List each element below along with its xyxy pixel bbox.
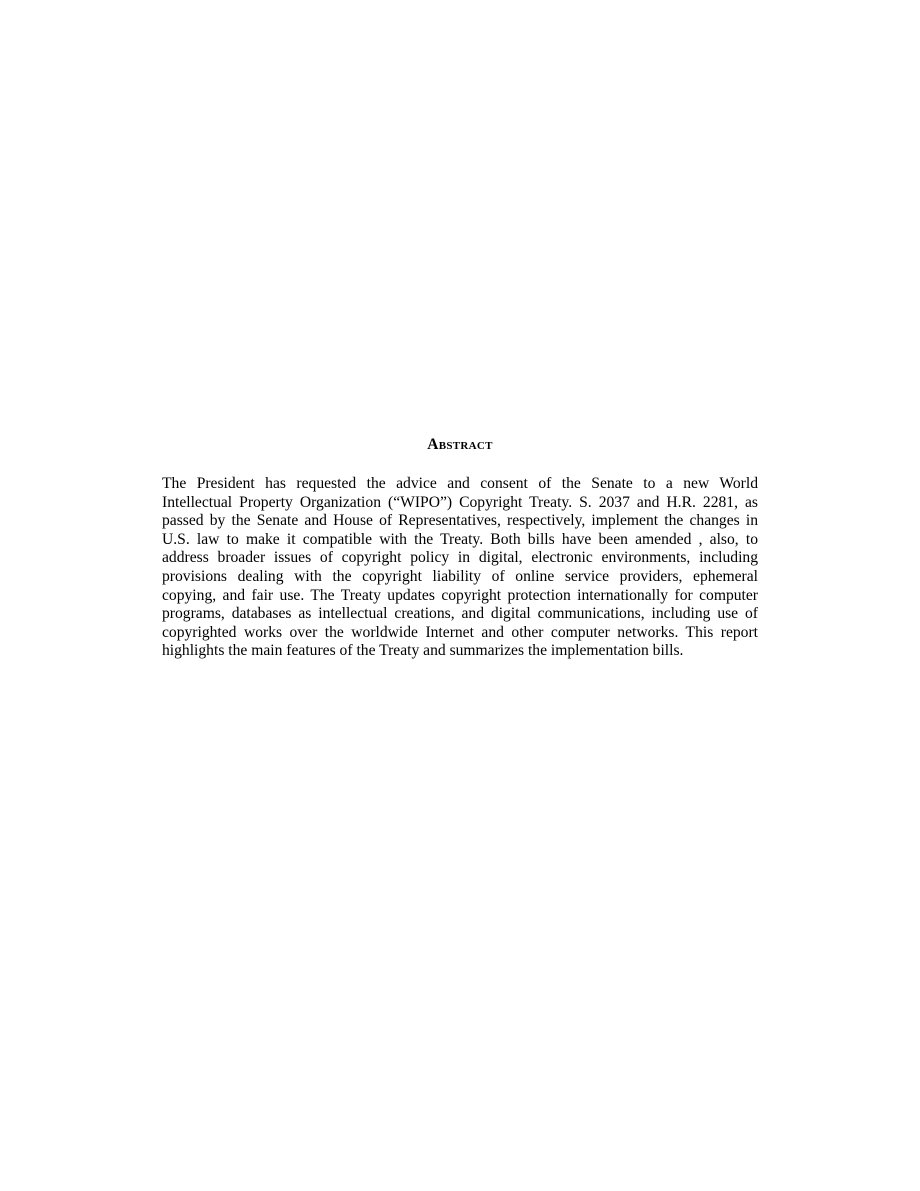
abstract-line: passed by the Senate and House of Representatives, respectively, implement the changes in	[162, 512, 758, 530]
abstract-line: The President has requested the advice and consent of the Senate to a new World	[162, 475, 758, 492]
abstract-body	[162, 475, 758, 661]
abstract-line: copying, and fair use. The Treaty updates copyright protection internationally for computer	[162, 586, 758, 604]
abstract-line: address broader issues of copyright policy in digital, electronic environments, including	[162, 549, 758, 567]
abstract-line: U.S. law to make it compatible with the Treaty. Both bills have been amended , also, to	[162, 530, 758, 548]
abstract-line: highlights the main features of the Treaty and summarizes the implementation bills.	[162, 642, 684, 660]
abstract-line: Intellectual Property Organization (“WIPO”) Copyright Treaty. S. 2037 and H.R. 2281, as	[162, 493, 758, 511]
abstract-line: copyrighted works over the worldwide Internet and other computer networks. This report	[162, 623, 758, 641]
abstract-line: provisions dealing with the copyright liability of online service providers, ephemeral	[162, 567, 758, 585]
abstract-heading: Abstract	[427, 436, 493, 453]
abstract-line: programs, databases as intellectual creations, and digital communications, including use of	[162, 605, 758, 623]
